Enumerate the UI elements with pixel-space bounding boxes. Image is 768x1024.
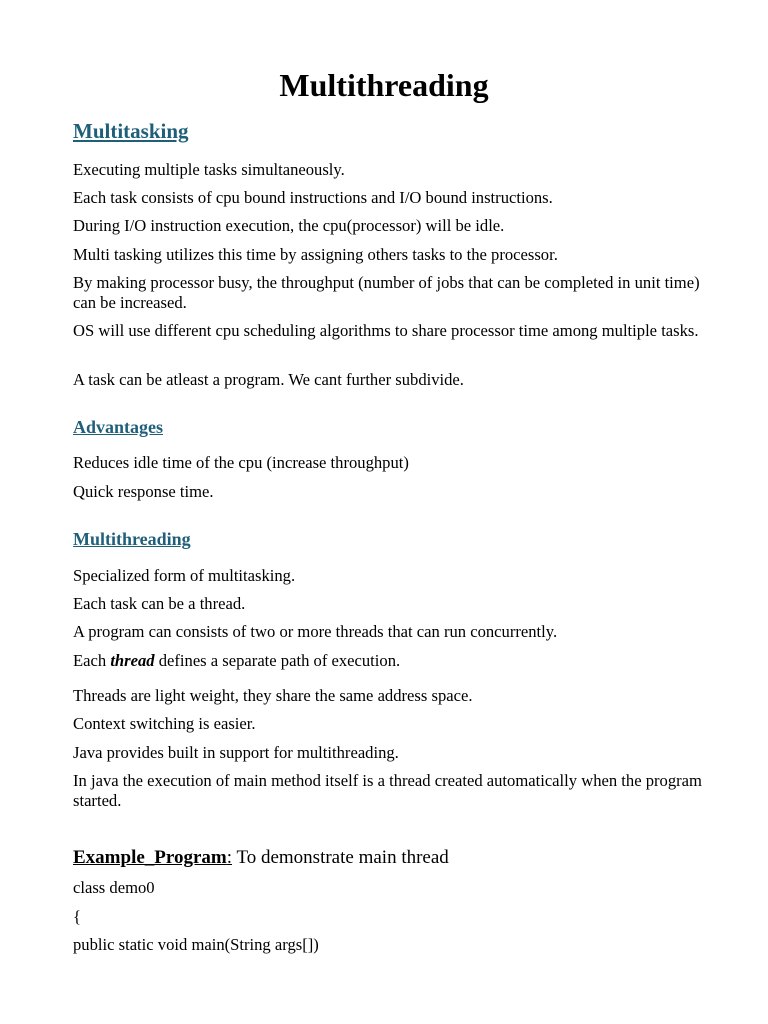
advantages-line-1: Reduces idle time of the cpu (increase throughput) [73,453,409,472]
page-title: Multithreading [279,67,489,103]
thread-line-prefix: Each [73,651,111,670]
multitasking-line-4: Multi tasking utilizes this time by assigning others tasks to the processor. [73,245,558,264]
multitasking-heading: Multitasking [73,119,189,143]
multitasking-line-3: During I/O instruction execution, the cpu(processor) will be idle. [73,216,505,235]
code-line-1: class demo0 [73,878,155,897]
advantages-heading: Advantages [73,417,164,437]
example-colon: : [226,847,233,868]
multitasking-line-5: By making processor busy, the throughput (number of jobs that can be completed in unit time) can be increased. [73,273,700,312]
multithreading-line-6: Java provides built in support for multithreading. [73,743,399,762]
multithreading-line-3: A program can consists of two or more threads that can run concurrently. [73,622,558,641]
example-program-heading [73,846,449,870]
advantages-line-2: Quick response time. [73,482,214,501]
example-label: Example_Program [73,847,227,868]
thread-line-suffix: defines a separate path of execution. [154,651,401,670]
multitasking-line-7: A task can be atleast a program. We cant further subdivide. [73,370,464,389]
thread-emphasis: thread [110,651,155,670]
multithreading-heading: Multithreading [73,529,191,549]
code-line-3: public static void main(String args[]) [73,935,319,954]
multithreading-line-4: Threads are light weight, they share the same address space. [73,686,473,705]
multitasking-line-6: OS will use different cpu scheduling algorithms to share processor time among multiple tasks. [73,321,699,340]
multitasking-line-1: Executing multiple tasks simultaneously. [73,160,345,179]
multithreading-line-2: Each task can be a thread. [73,594,246,613]
example-description: To demonstrate main thread [232,847,449,868]
multithreading-line-1: Specialized form of multitasking. [73,566,296,585]
multitasking-line-2: Each task consists of cpu bound instructions and I/O bound instructions. [73,188,553,207]
multithreading-thread-line [73,651,713,671]
multithreading-line-5: Context switching is easier. [73,714,256,733]
code-line-2: { [73,907,81,926]
multithreading-line-7: In java the execution of main method itself is a thread created automatically when the program started. [73,771,702,810]
